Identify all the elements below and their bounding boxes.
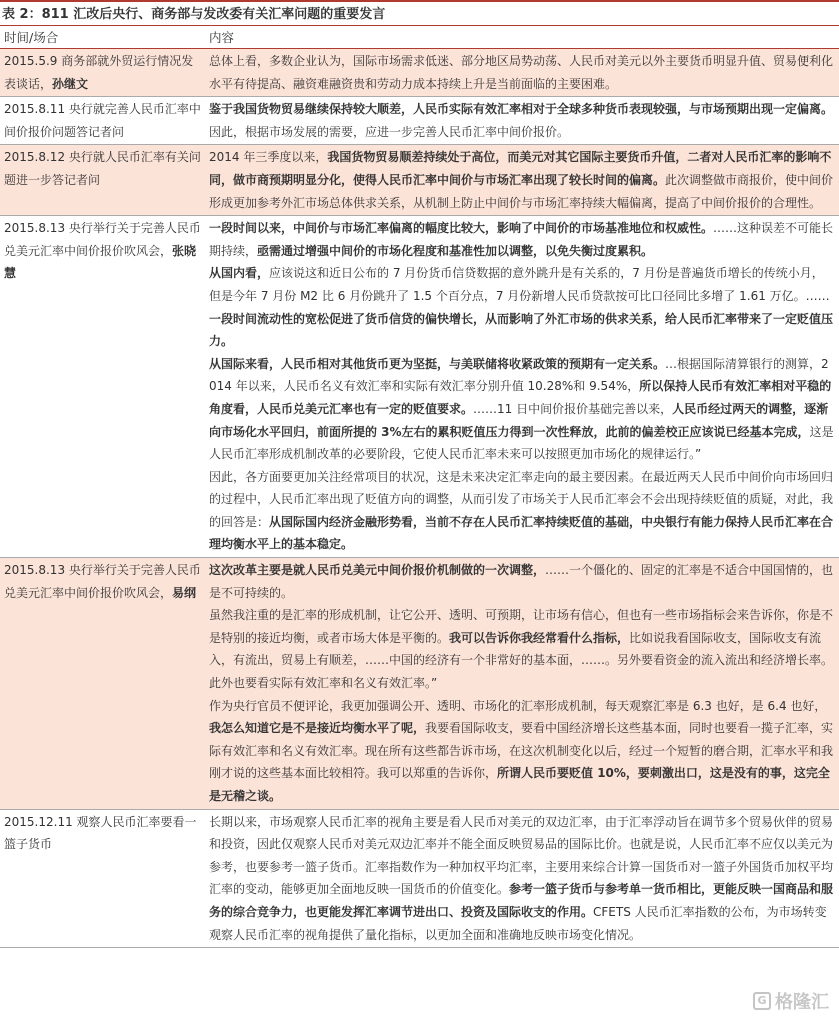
content-paragraph bbox=[209, 695, 835, 808]
content-paragraph bbox=[209, 98, 835, 143]
content-paragraph bbox=[209, 262, 835, 352]
emphasis-text: 人民币经过两天的调整，逐渐向市场化水平回归，前面所提的 3%左右的累积贬值压力得到一次性释放，此前的偏差校正应该说已经基本完成， bbox=[209, 401, 829, 439]
time-occasion-text: 2015.8.11 央行就完善人民币汇率中间价报价问题答记者问 bbox=[4, 102, 201, 139]
content-cell bbox=[205, 558, 839, 810]
body-text: 此次调整做市商报价，使中间价形成更加参考外汇市场总体供求关系，从机制上防止中间价与市场汇率持续大幅偏离，提高了中间价报价的合理性。 bbox=[209, 172, 834, 210]
emphasis-text: 一段时间以来，中间价与市场汇率偏离的幅度比较大，影响了中间价的市场基准地位和权威性。 bbox=[209, 221, 714, 236]
body-text: 作为央行官员不便评论，我更加强调公开、透明、市场化的汇率形成机制，每天观察汇率是 6.3 也好，是 6.4 也好， bbox=[209, 698, 827, 713]
emphasis-text: 一段时间流动性的宽松促进了货币信贷的偏快增长，从而影响了外汇市场的供求关系，给人民币汇率带来了一定贬值压力。 bbox=[209, 311, 834, 349]
header-time: 时间/场合 bbox=[0, 26, 205, 49]
body-text: 因此，根据市场发展的需要，应进一步完善人民币汇率中间价报价。 bbox=[209, 124, 570, 139]
content-paragraph bbox=[209, 353, 835, 466]
content-paragraph bbox=[209, 466, 835, 556]
emphasis-text: 我怎么知道它是不是接近均衡水平了呢， bbox=[209, 721, 426, 736]
content-cell bbox=[205, 809, 839, 948]
table-row bbox=[0, 97, 839, 145]
time-cell bbox=[0, 49, 205, 97]
time-cell bbox=[0, 558, 205, 810]
time-occasion-text: 2015.5.9 商务部就外贸运行情况发表谈话， bbox=[4, 54, 194, 91]
emphasis-text: 从国际国内经济金融形势看，当前不存在人民币汇率持续贬值的基础，中央银行有能力保持人民币汇率在合理均衡水平上的基本稳定。 bbox=[209, 514, 834, 552]
emphasis-text: 从国内看， bbox=[209, 266, 270, 281]
statements-table bbox=[0, 26, 839, 948]
time-cell bbox=[0, 145, 205, 216]
body-text: ……这种误差不可能长期持续， bbox=[209, 221, 834, 258]
content-paragraph bbox=[209, 50, 835, 95]
content-paragraph bbox=[209, 811, 835, 947]
watermark-text: 格隆汇 bbox=[775, 992, 829, 1013]
emphasis-text: 这次改革主要是就人民币兑美元中间价报价机制做的一次调整， bbox=[209, 563, 546, 578]
content-paragraph bbox=[209, 559, 835, 604]
time-occasion-text: 2015.12.11 观察人民币汇率要看一篮子货币 bbox=[4, 814, 197, 852]
body-text: 比如说我看国际收支，国际收支有流入，有流出，贸易上有顺差，……中国的经济有一个非常好的基本面，……。另外要看资金的流入流出和经济增长率。此外也要看实际有效汇率和名义有效汇率。” bbox=[209, 630, 834, 691]
body-text: 这是人民币汇率形成机制改革的必要阶段，它使人民币汇率未来可以按照更加市场化的规律运行。” bbox=[209, 424, 834, 462]
table-header-row bbox=[0, 26, 839, 49]
body-text: 应该说这和近日公布的 7 月份货币信贷数据的意外跳升是有关系的，7 月份是普遍货币增长的传统小月，但是今年 7 月份 M2 比 6 月份跳升了 1.5 个百分点，7 月份新增人民币贷款按可比口径同比多增了 1.61 万亿。…… bbox=[209, 266, 830, 303]
time-occasion-text: 2015.8.12 央行就人民币汇率有关问题进一步答记者问 bbox=[4, 150, 201, 187]
table-row bbox=[0, 49, 839, 97]
body-text: 2014 年三季度以来， bbox=[209, 150, 328, 165]
body-text: 我要看国际收支，要看中国经济增长这些基本面，同时也要看一揽子汇率，实际有效汇率和名义有效汇率。现在所有这些都告诉市场，在这次机制变化以后，经过一个短暂的磨合期，汇率水平和我刚才说的这些基本面比较相符。我可以郑重的告诉你， bbox=[209, 721, 834, 781]
content-cell bbox=[205, 49, 839, 97]
time-cell bbox=[0, 216, 205, 558]
table-title: 表 2：811 汇改后央行、商务部与发改委有关汇率问题的重要发言 bbox=[0, 0, 839, 26]
content-paragraph bbox=[209, 217, 835, 262]
emphasis-text: 亟需通过增强中间价的市场化程度和基准性加以调整，以免失衡过度累积。 bbox=[257, 243, 654, 258]
body-text: ……一个僵化的、固定的汇率是不适合中国国情的，也是不可持续的。 bbox=[209, 563, 834, 600]
emphasis-text: 从国际来看，人民币相对其他货币更为坚挺，与美联储将收紧政策的预期有一定关系。 bbox=[209, 356, 666, 371]
content-cell bbox=[205, 97, 839, 145]
emphasis-text: 所谓人民币要贬值 10%，要刺激出口，这是没有的事，这完全是无稽之谈。 bbox=[209, 766, 830, 803]
content-cell bbox=[205, 145, 839, 216]
emphasis-text: 所以保持人民币有效汇率相对平稳的角度看，人民币兑美元汇率也有一定的贬值要求。 bbox=[209, 379, 832, 416]
speaker-name: 易纲 bbox=[172, 585, 197, 600]
table-row bbox=[0, 145, 839, 216]
table-body bbox=[0, 49, 839, 948]
body-text: …根据国际清算银行的测算，2014 年以来，人民币名义有效汇率和实际有效汇率分别升值 10.28%和 9.54%， bbox=[209, 356, 829, 394]
speaker-name: 张晓慧 bbox=[4, 243, 197, 281]
content-paragraph bbox=[209, 146, 835, 214]
content-paragraph bbox=[209, 604, 835, 694]
table-row bbox=[0, 216, 839, 558]
emphasis-text: 我可以告诉你我经常看什么指标， bbox=[449, 630, 630, 645]
time-occasion-text: 2015.8.13 央行举行关于完善人民币兑美元汇率中间价报价吹风会， bbox=[4, 221, 201, 258]
content-cell bbox=[205, 216, 839, 558]
watermark-logo-icon: G bbox=[753, 992, 771, 1010]
time-cell bbox=[0, 809, 205, 948]
body-text: 长期以来，市场观察人民币汇率的视角主要是看人民币对美元的双边汇率，由于汇率浮动旨在调节多个贸易伙伴的贸易和投资，因此仅观察人民币对美元双边汇率并不能全面反映贸易品的国际比价。也就是说，人民币汇率不应仅以美元为参考，也要参考一篮子货币。汇率指数作为一种加权平均汇率，主要用来综合计算一国货币对一篮子外国货币加权平均汇率的变动，能够更加全面地反映一国货币的价值变化。 bbox=[209, 814, 834, 897]
body-text: 因此，各方面要更加关注经常项目的状况，这是未来决定汇率走向的最主要因素。在最近两天人民币中间价向市场回归的过程中，人民币汇率出现了贬值方向的调整，从而引发了市场关于人民币汇率会不会出现持续贬值的质疑，对此，我的回答是： bbox=[209, 469, 834, 529]
body-text: CFETS 人民币汇率指数的公布，为市场转变观察人民币汇率的视角提供了量化指标，以更加全面和准确地反映市场变化情况。 bbox=[209, 904, 827, 942]
header-content: 内容 bbox=[205, 26, 839, 49]
time-occasion-text: 2015.8.13 央行举行关于完善人民币兑美元汇率中间价报价吹风会， bbox=[4, 563, 201, 600]
emphasis-text: 参考一篮子货币与参考单一货币相比，更能反映一国商品和服务的综合竞争力，也更能发挥汇率调节进出口、投资及国际收支的作用。 bbox=[209, 882, 834, 919]
time-cell bbox=[0, 97, 205, 145]
body-text: ……11 日中间价报价基础完善以来， bbox=[473, 401, 673, 416]
watermark bbox=[753, 988, 829, 1014]
emphasis-text: 我国货物贸易顺差持续处于高位，而美元对其它国际主要货币升值，二者对人民币汇率的影响不同，做市商预期明显分化，使得人民币汇率中间价与市场汇率出现了较长时间的偏离。 bbox=[209, 150, 832, 187]
speaker-name: 孙继文 bbox=[52, 76, 89, 91]
table-row bbox=[0, 558, 839, 810]
body-text: 虽然我注重的是汇率的形成机制，让它公开、透明、可预期，让市场有信心，但也有一些市场指标会来告诉你，你是不是特别的接近均衡，或者市场大体是平衡的。 bbox=[209, 608, 834, 645]
body-text: 总体上看，多数企业认为，国际市场需求低迷、部分地区局势动荡、人民币对美元以外主要货币明显升值、贸易便利化水平有待提高、融资难融资贵和劳动力成本持续上升是当前面临的主要困难。 bbox=[209, 54, 834, 91]
emphasis-text: 鉴于我国货物贸易继续保持较大顺差，人民币实际有效汇率相对于全球多种货币表现较强，与市场预期出现一定偏离。 bbox=[209, 102, 834, 117]
table-row bbox=[0, 809, 839, 948]
